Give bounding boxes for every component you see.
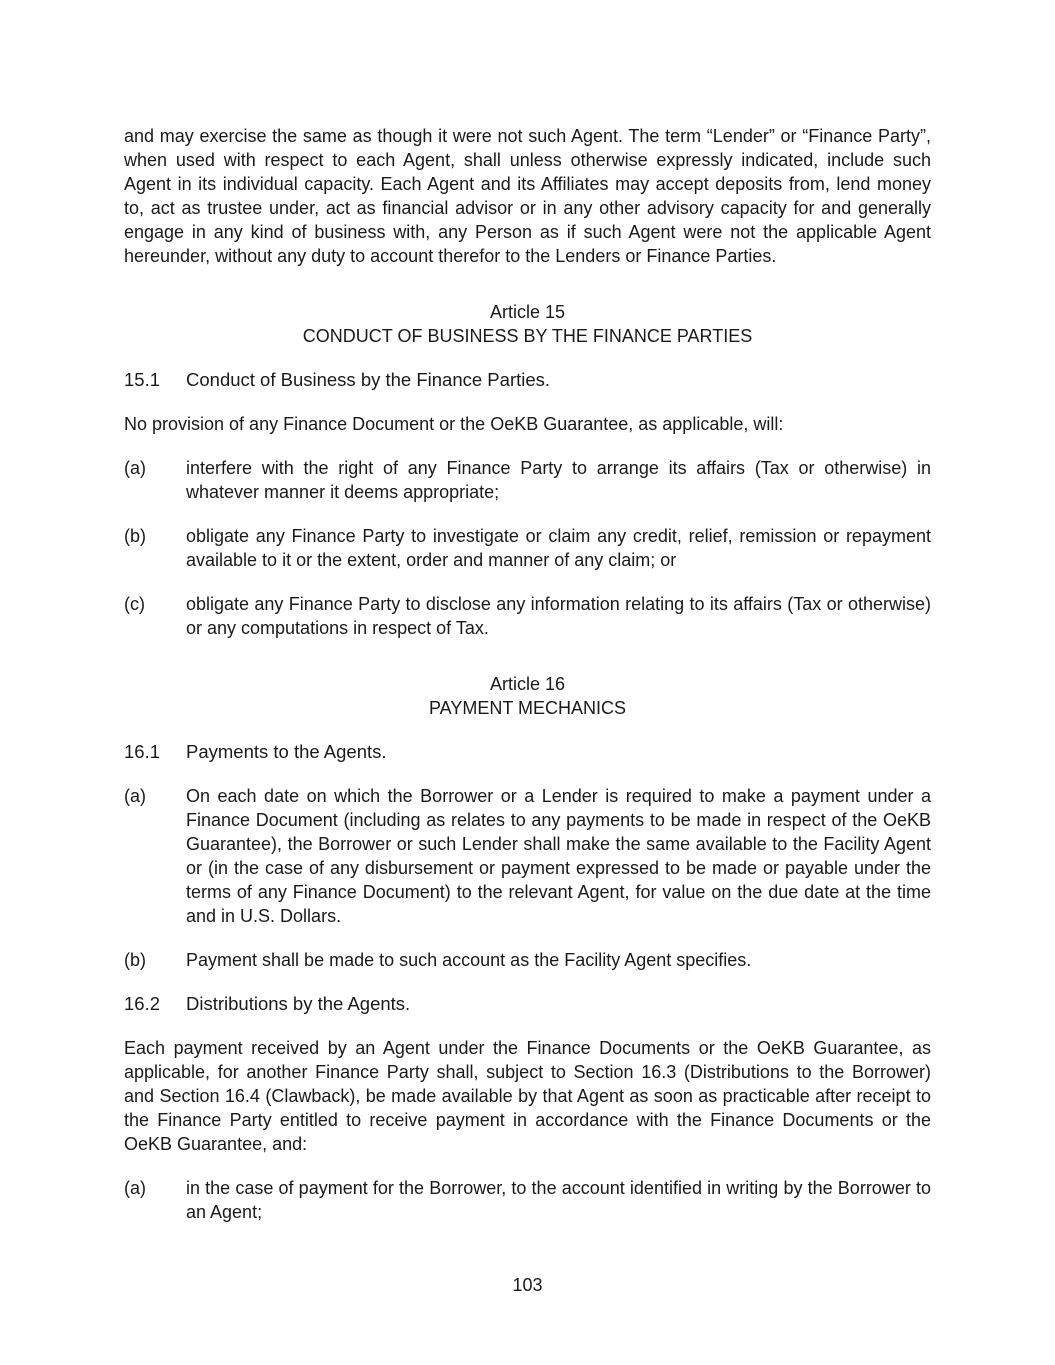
section-heading	[124, 740, 931, 764]
list-item	[124, 1176, 931, 1224]
list-item-label: (a)	[124, 786, 146, 806]
section-heading	[124, 368, 931, 392]
list-item	[124, 592, 931, 640]
list-item-text: Payment shall be made to such account as the Facility Agent specifies.	[186, 950, 752, 970]
list-item	[124, 784, 931, 928]
list-item-label: (b)	[124, 526, 146, 546]
page-number: 103	[512, 1275, 543, 1295]
list-item	[124, 456, 931, 504]
section-title: Payments to the Agents.	[186, 741, 387, 762]
document-body	[124, 124, 931, 1224]
list-item-text: On each date on which the Borrower or a Lender is required to make a payment under a Finance Document (including as relates to any payments to be made in respect of the OeKB Guarantee), the Borrower or such Lender shall make the same available to the Facility Agent or (in the case of any disbursement or payment expressed to be made or payable under the terms of any Finance Document) to the relevant Agent, for value on the due date at the time and in U.S. Dollars.	[186, 786, 931, 926]
list-item-label: (c)	[124, 594, 145, 614]
section-number: 16.1	[124, 741, 161, 762]
list-item-text: obligate any Finance Party to investigate or claim any credit, relief, remission or repayment available to it or the extent, order and manner of any claim; or	[186, 526, 931, 570]
list-item	[124, 524, 931, 572]
article-title: CONDUCT OF BUSINESS BY THE FINANCE PARTIES	[302, 326, 753, 346]
article-15-heading	[124, 300, 931, 348]
list-item-text: interfere with the right of any Finance Party to arrange its affairs (Tax or otherwise) in whatever manner it deems appropriate;	[186, 458, 931, 502]
section-title: Distributions by the Agents.	[186, 993, 411, 1014]
section-title: Conduct of Business by the Finance Parties.	[186, 369, 551, 390]
article-16-heading	[124, 672, 931, 720]
article-title: PAYMENT MECHANICS	[428, 698, 627, 718]
article-label: Article 15	[489, 302, 566, 322]
list-item-label: (a)	[124, 458, 146, 478]
section-number: 16.2	[124, 993, 161, 1014]
section-lead-paragraph: No provision of any Finance Document or the OeKB Guarantee, as applicable, will:	[124, 414, 784, 434]
list-item-text: in the case of payment for the Borrower, to the account identified in writing by the Borrower to an Agent;	[186, 1178, 931, 1222]
list-item	[124, 948, 931, 972]
article-label: Article 16	[489, 674, 566, 694]
section-number: 15.1	[124, 369, 161, 390]
list-item-label: (b)	[124, 950, 146, 970]
section-heading	[124, 992, 931, 1016]
section-lead-paragraph: Each payment received by an Agent under the Finance Documents or the OeKB Guarantee, as applicable, for another Finance Party shall, subject to Section 16.3 (Distributions to the Borrower) and Section 16.4 (Clawback), be made available by that Agent as soon as practicable after receipt to the Finance Party entitled to receive payment in accordance with the Finance Documents or the OeKB Guarantee, and:	[124, 1038, 931, 1154]
list-item-text: obligate any Finance Party to disclose any information relating to its affairs (Tax or otherwise) or any computations in respect of Tax.	[186, 594, 931, 638]
list-item-label: (a)	[124, 1178, 146, 1198]
intro-paragraph: and may exercise the same as though it were not such Agent. The term “Lender” or “Finance Party”, when used with respect to each Agent, shall unless otherwise expressly indicated, include such Agent in its individual capacity. Each Agent and its Affiliates may accept deposits from, lend money to, act as trustee under, act as financial advisor or in any other advisory capacity for and generally engage in any kind of business with, any Person as if such Agent were not the applicable Agent hereunder, without any duty to account therefor to the Lenders or Finance Parties.	[124, 126, 931, 266]
